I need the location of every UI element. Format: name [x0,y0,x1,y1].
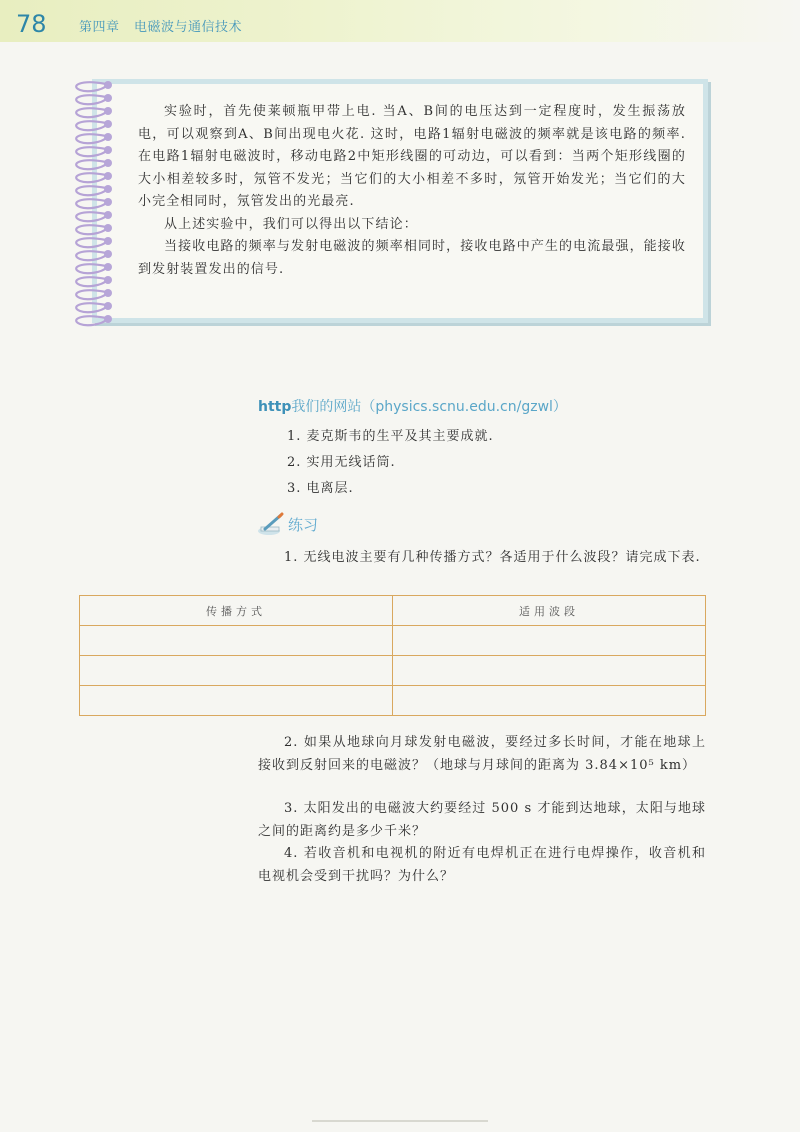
exercise-label: 练习 [288,516,319,534]
note-text [138,101,686,281]
question-text: 2. 如果从地球向月球发射电磁波，要经过多长时间，才能在地球上接收到反射回来的电磁波？（地球与月球间的距离为 3.84×10⁵ km） [258,735,706,773]
website-list [287,424,494,502]
table-row [80,686,706,716]
header-band [0,0,800,42]
table-header-cell: 传播方式 [80,596,393,626]
table-row [80,656,706,686]
chapter-label: 第四章 [79,20,120,35]
table-cell[interactable] [80,656,393,686]
question-text: 1. 无线电波主要有几种传播方式？各适用于什么波段？请完成下表. [284,550,701,565]
table-header-row [80,596,706,626]
note-paragraph: 当接收电路的频率与发射电磁波的频率相同时，接收电路中产生的电流最强，能接收到发射装置发出的信号. [138,239,686,277]
table-cell[interactable] [393,626,706,656]
note-paragraph: 实验时，首先使莱顿瓶甲带上电. 当A、B间的电压达到一定程度时，发生振荡放电，可以观察到A、B间出现电火花. 这时，电路1辐射电磁波的频率就是该电路的频率. 在电路1辐射电磁波时，移动电路2中矩形线圈的可动边，可以看到：当两个矩形线圈的大小相差较多时，氖管不发光；当它们的大小相差不多时，氖管开始发光；当它们的大小完全相同时，氖管发出的光最亮. [138,104,686,209]
page-number: 78 [16,10,47,38]
table-cell[interactable] [393,656,706,686]
website-item: 2. 实用无线话筒. [287,455,396,470]
table-row [80,626,706,656]
website-heading [258,396,567,416]
chapter-title: 电磁波与通信技术 [134,20,243,35]
table-cell[interactable] [80,686,393,716]
question-2 [258,732,706,777]
question-1 [258,547,706,570]
bottom-rule [312,1120,488,1122]
question-4 [258,843,706,888]
website-text: 我们的网站（physics.scnu.edu.cn/gzwl） [291,399,567,415]
http-icon: http [258,399,292,415]
pencil-icon [257,512,285,536]
spiral-binding-icon [62,74,122,330]
question-text: 4. 若收音机和电视机的附近有电焊机正在进行电焊操作，收音机和电视机会受到干扰吗？为什么？ [258,846,706,884]
answer-table [79,595,706,716]
question-text: 3. 太阳发出的电磁波大约要经过 500 s 才能到达地球，太阳与地球之间的距离约是多少千米？ [258,801,706,839]
website-item: 3. 电离层. [287,481,354,496]
website-item: 1. 麦克斯韦的生平及其主要成就. [287,429,494,444]
table-cell[interactable] [80,626,393,656]
table-header-cell: 适用波段 [393,596,706,626]
note-paragraph: 从上述实验中，我们可以得出以下结论： [164,216,418,232]
question-3 [258,798,706,843]
table-cell[interactable] [393,686,706,716]
